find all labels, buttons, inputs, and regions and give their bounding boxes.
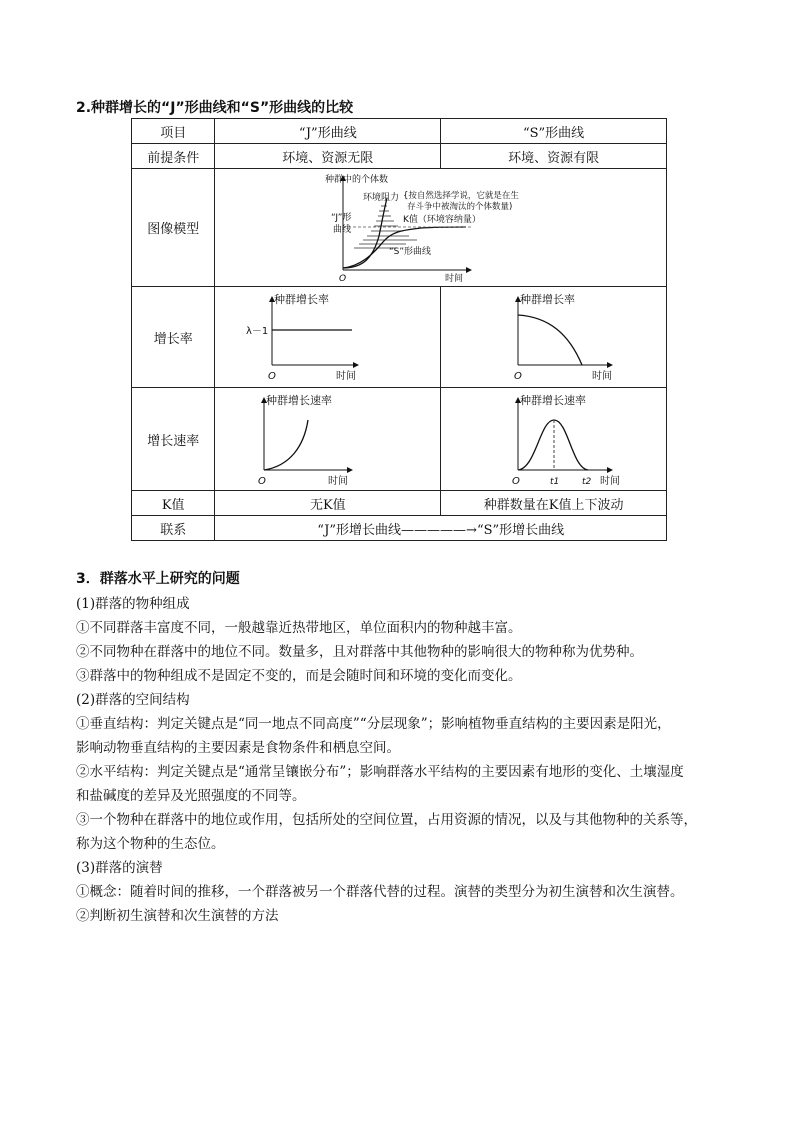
section-3-title: 3．群落水平上研究的问题 — [76, 571, 240, 587]
header-s-curve: “S”形曲线 — [441, 119, 667, 144]
growth-speed-j-curve — [264, 420, 308, 470]
model-x-label: 时间 — [444, 273, 463, 284]
header-j-curve: “J”形曲线 — [215, 119, 441, 144]
growth-speed-s-graph — [454, 390, 654, 488]
growth-speed-j-x-label: 时间 — [327, 476, 348, 487]
text-line: 和盐碱度的差异及光照强度的不同等。 — [76, 788, 306, 804]
section-2-title: 2.种群增长的“J”形曲线和“S”形曲线的比较 — [76, 100, 354, 116]
k-value-j: 无K值 — [215, 491, 441, 516]
text-line: 影响动物垂直结构的主要因素是食物条件和栖息空间。 — [76, 740, 400, 756]
k-value-row-label: K值 — [132, 491, 215, 516]
text-line: ①概念：随着时间的推移，一个群落被另一个群落代替的过程。演替的类型分为初生演替和次生演替。 — [76, 884, 684, 900]
text-line: ②不同物种在群落中的地位不同。数量多，且对群落中其他物种的影响很大的物种称为优势种。 — [76, 644, 643, 660]
t2-label: t2 — [581, 477, 591, 487]
k-value-s: 种群数量在K值上下波动 — [441, 491, 667, 516]
growth-speed-s-origin: O — [511, 476, 520, 487]
t1-label: t1 — [549, 477, 559, 487]
table-row-growth-rate — [132, 287, 667, 388]
growth-rate-j-y-label: 种群增长率 — [273, 293, 329, 306]
table-row-model — [132, 169, 667, 287]
model-origin: O — [338, 273, 346, 284]
table-row-premise — [132, 144, 667, 169]
growth-rate-s-origin: O — [513, 371, 522, 382]
j-curve-label-1: “J”形 — [330, 212, 352, 223]
model-graph-cell — [215, 169, 667, 287]
growth-speed-s-y-label: 种群增长速率 — [519, 394, 586, 407]
table-row-growth-speed — [132, 388, 667, 491]
growth-speed-label: 增长速率 — [132, 388, 215, 491]
premise-label: 前提条件 — [132, 144, 215, 169]
model-label: 图像模型 — [132, 169, 215, 287]
comparison-table — [131, 118, 667, 541]
relation-label: 联系 — [132, 516, 215, 541]
growth-rate-s-cell — [441, 287, 667, 388]
k-value-label: K值（环境容纳量） — [402, 214, 481, 225]
note-line-1-text: 按自然选择学说，它就是在生 — [408, 190, 519, 201]
j-curve-label-2: 曲线 — [332, 224, 351, 235]
text-line: (1)群落的物种组成 — [76, 596, 190, 612]
growth-speed-j-y-label: 种群增长速率 — [265, 394, 332, 407]
model-y-label: 种群中的个体数 — [324, 174, 388, 185]
table-row-k-value — [132, 491, 667, 516]
text-line: ③一个物种在群落中的地位或作用，包括所处的空间位置，占用资源的情况，以及与其他物种的关系等， — [76, 812, 697, 828]
growth-speed-j-origin: O — [257, 476, 266, 487]
growth-speed-j-graph — [228, 390, 428, 488]
note-line-1: {按自然选择学说，它就是在生 — [402, 190, 519, 201]
note-line-2: 存斗争中被淘汰的个体数量) — [406, 201, 513, 212]
header-item: 项目 — [132, 119, 215, 144]
growth-rate-j-graph — [228, 289, 428, 385]
growth-rate-s-x-label: 时间 — [591, 371, 612, 382]
premise-j: 环境、资源无限 — [215, 144, 441, 169]
text-line: (2)群落的空间结构 — [76, 692, 190, 708]
relation-text: “J”形增长曲线—————→“S”形增长曲线 — [215, 516, 667, 541]
growth-speed-j-cell — [215, 388, 441, 491]
growth-rate-j-x-label: 时间 — [335, 371, 356, 382]
growth-rate-j-cell — [215, 287, 441, 388]
growth-rate-label: 增长率 — [132, 287, 215, 388]
text-line: ①不同群落丰富度不同，一般越靠近热带地区，单位面积内的物种越丰富。 — [76, 620, 522, 636]
growth-rate-s-curve — [518, 315, 582, 365]
text-line: ③群落中的物种组成不是固定不变的，而是会随时间和环境的变化而变化。 — [76, 668, 522, 684]
growth-rate-s-graph — [454, 289, 654, 385]
resistance-label: 环境阻力 — [362, 192, 399, 203]
text-line: ②判断初生演替和次生演替的方法 — [76, 908, 279, 924]
growth-rate-j-origin: O — [267, 371, 276, 382]
premise-s: 环境、资源有限 — [441, 144, 667, 169]
growth-rate-s-y-label: 种群增长率 — [519, 293, 575, 306]
text-line: ①垂直结构：判定关键点是“同一地点不同高度”“分层现象”；影响植物垂直结构的主要因素是阳光， — [76, 716, 671, 732]
text-line: 称为这个物种的生态位。 — [76, 836, 225, 852]
section-3-body — [76, 592, 726, 928]
population-model-graph — [321, 170, 561, 286]
table-row-relation — [132, 516, 667, 541]
text-line: ②水平结构：判定关键点是“通常呈镶嵌分布”；影响群落水平结构的主要因素有地形的变化、土壤湿度 — [76, 764, 684, 780]
growth-speed-s-x-label: 时间 — [599, 476, 620, 487]
text-line: (3)群落的演替 — [76, 860, 163, 876]
table-header-row — [132, 119, 667, 144]
s-curve-label: “S”形曲线 — [388, 246, 431, 257]
growth-speed-s-cell — [441, 388, 667, 491]
growth-speed-s-curve — [518, 420, 588, 470]
lambda-label: λ－1 — [245, 326, 269, 337]
